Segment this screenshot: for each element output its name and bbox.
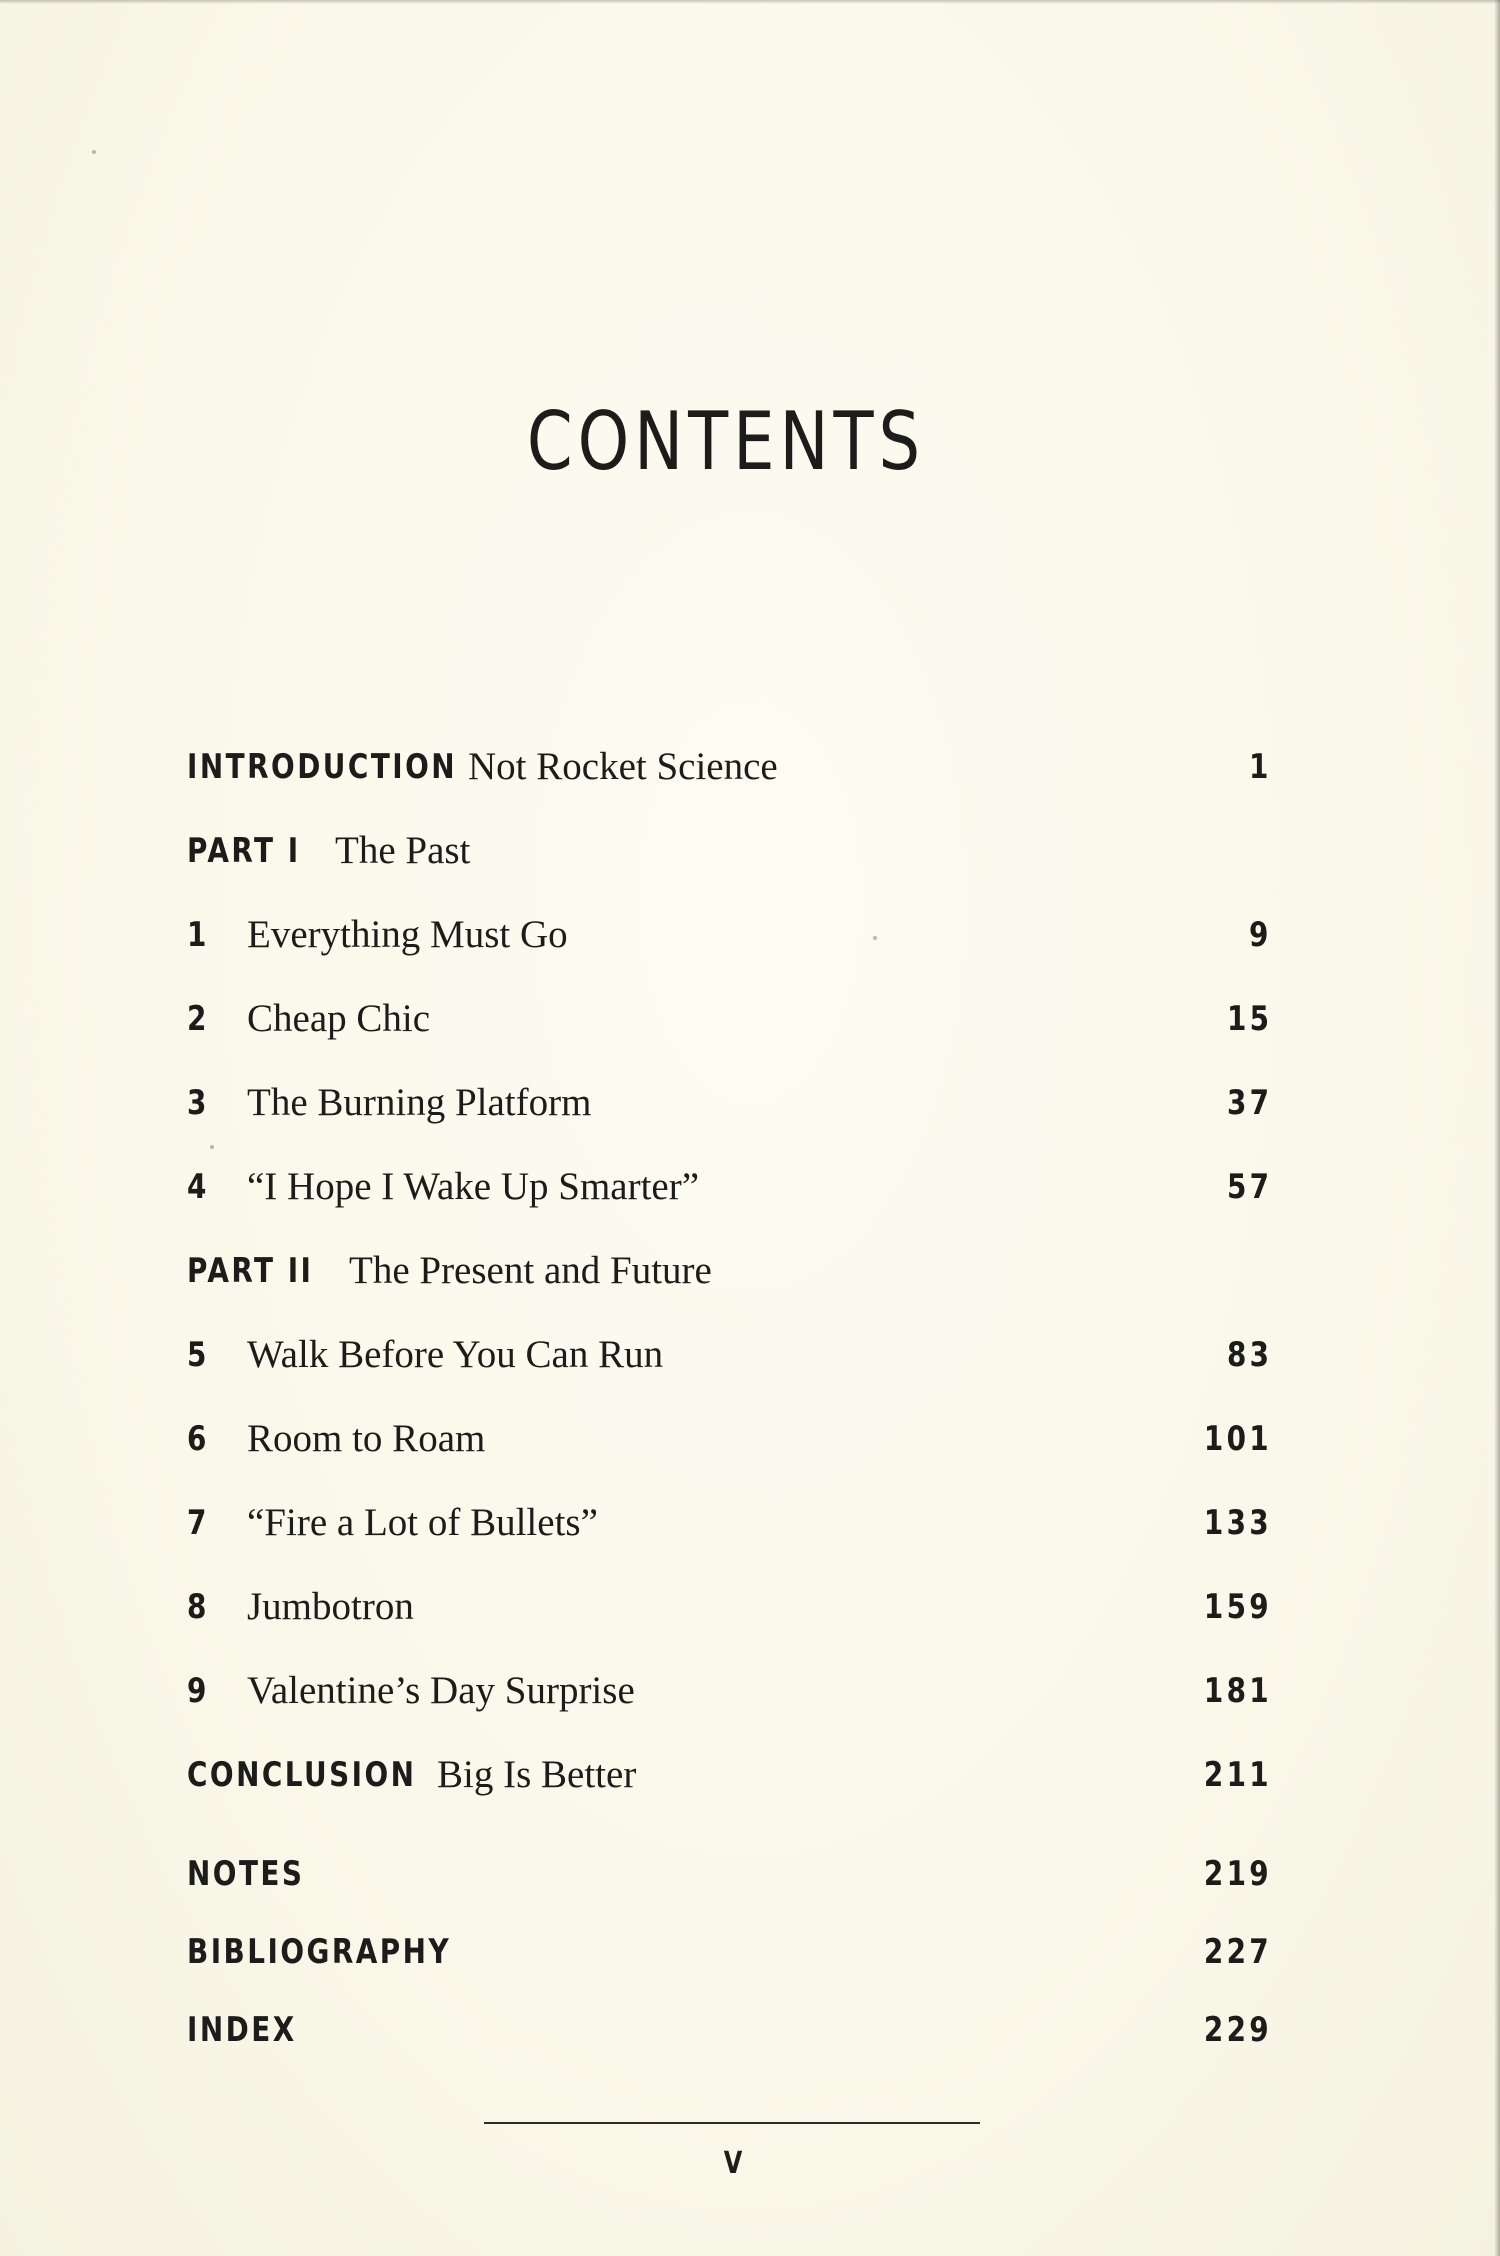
entry-page-number: 57 [1226,1167,1272,1207]
entry-page-number: 83 [1226,1335,1272,1375]
entry-label: INDEX [187,2010,297,2050]
toc-entry-bibliography [187,1922,1272,1982]
page-right-edge [1494,0,1500,2256]
entry-page-number: 159 [1203,1587,1272,1627]
entry-number: 3 [187,1083,207,1123]
toc-entry-chapter-2 [187,989,1272,1049]
entry-page-number: 9 [1249,915,1272,955]
entry-page-number: 37 [1226,1083,1272,1123]
entry-title: Cheap Chic [247,997,431,1040]
toc-entry-chapter-4 [187,1157,1272,1217]
entry-label: CONCLUSION [187,1755,417,1795]
toc-entry-index [187,2000,1272,2060]
toc-entry-chapter-6 [187,1409,1272,1469]
entry-title: Room to Roam [247,1417,486,1460]
toc-entry-chapter-3 [187,1073,1272,1133]
entry-label: PART II [187,1251,314,1291]
entry-page-number: 181 [1203,1671,1272,1711]
toc-entry-introduction [187,737,1272,797]
toc-entry-chapter-9 [187,1661,1272,1721]
page-folio: V [723,2146,743,2181]
entry-number: 6 [187,1419,207,1459]
entry-number: 9 [187,1671,207,1711]
toc-entry-notes [187,1844,1272,1904]
entry-page-number: 15 [1226,999,1272,1039]
entry-label: NOTES [187,1854,305,1894]
entry-number: 7 [187,1503,207,1543]
entry-number: 1 [187,915,207,955]
entry-title: The Burning Platform [247,1081,592,1124]
entry-page-number: 211 [1203,1755,1272,1795]
toc-entry-conclusion [187,1745,1272,1805]
entry-number: 2 [187,999,207,1039]
entry-label: PART I [187,831,301,871]
entry-title: Everything Must Go [247,913,568,956]
entry-page-number: 219 [1203,1854,1272,1894]
entry-title: Jumbotron [247,1585,414,1628]
toc-entry-part-1 [187,821,1272,881]
entry-title: The Past [335,829,471,872]
entry-title: The Present and Future [349,1249,712,1292]
entry-title: “I Hope I Wake Up Smarter” [247,1165,700,1208]
toc-entry-chapter-7 [187,1493,1272,1553]
toc-entry-chapter-5 [187,1325,1272,1385]
entry-title: “Fire a Lot of Bullets” [247,1501,598,1544]
entry-page-number: 101 [1203,1419,1272,1459]
entry-page-number: 227 [1203,1932,1272,1972]
entry-number: 5 [187,1335,207,1375]
entry-title: Valentine’s Day Surprise [247,1669,635,1712]
entry-page-number: 229 [1203,2010,1272,2050]
entry-label: INTRODUCTION [187,747,458,787]
paper-speck [210,1145,214,1149]
toc-entry-part-2 [187,1241,1272,1301]
toc-entry-chapter-8 [187,1577,1272,1637]
entry-label: BIBLIOGRAPHY [187,1932,452,1972]
footer-rule [484,2122,980,2124]
toc-entry-chapter-1 [187,905,1272,965]
entry-number: 8 [187,1587,207,1627]
entry-number: 4 [187,1167,207,1207]
page-title: CONTENTS [526,395,926,488]
paper-speck [92,150,96,154]
entry-title: Big Is Better [437,1753,637,1796]
page-top-edge [0,0,1500,4]
entry-page-number: 133 [1203,1503,1272,1543]
entry-title: Walk Before You Can Run [247,1333,664,1376]
entry-title: Not Rocket Science [468,745,778,788]
entry-page-number: 1 [1249,747,1272,787]
